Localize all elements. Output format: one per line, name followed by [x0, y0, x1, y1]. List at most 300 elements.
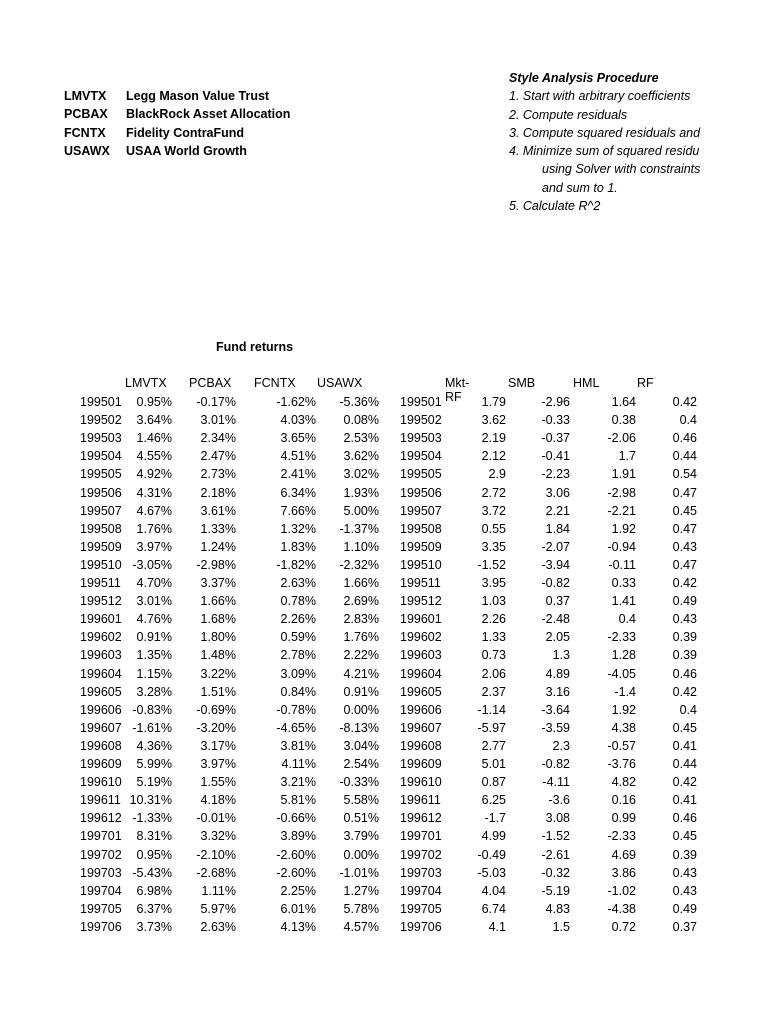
fund-return-cell: 1.35% — [136, 648, 172, 663]
fund-return-cell: -0.17% — [196, 395, 236, 409]
factor-cell: 0.42 — [672, 684, 697, 699]
fund-return-cell: 1.68% — [200, 612, 236, 627]
fund-returns-title: Fund returns — [216, 340, 294, 354]
period-cell: 199601 — [400, 612, 442, 627]
factor-cell: 0.47 — [672, 521, 697, 536]
fund-return-cell: 0.51% — [343, 811, 379, 826]
factor-cell: -1.02 — [607, 883, 636, 898]
fund-return-cell: 3.17% — [200, 738, 236, 753]
factor-cell: 0.45 — [672, 720, 697, 735]
factor-cell: 0.4 — [679, 413, 697, 428]
factor-cell: -3.64 — [541, 702, 570, 717]
factor-cell: 2.05 — [545, 630, 570, 645]
fund-return-cell: 4.70% — [136, 576, 172, 590]
fund-return-cell: -5.43% — [132, 865, 172, 880]
period-cell: 199609 — [80, 757, 122, 771]
fund-return-cell: 0.08% — [343, 413, 379, 428]
fund-return-cell: 1.11% — [201, 883, 236, 898]
period-cell: 199702 — [80, 847, 122, 862]
factor-cell: 0.73 — [481, 648, 506, 663]
fund-return-cell: -2.60% — [276, 847, 316, 862]
factor-cell: 0.4 — [618, 612, 636, 627]
factor-cell: 0.41 — [672, 793, 697, 808]
factor-cell: 4.69 — [611, 847, 636, 862]
factor-cell: 4.99 — [481, 829, 506, 844]
factor-cell: -4.11 — [542, 775, 570, 790]
period-cell: 199610 — [400, 775, 442, 790]
factor-cell: -5.19 — [541, 883, 570, 898]
period-cell: 199607 — [80, 720, 122, 735]
factor-cell: 0.42 — [672, 775, 697, 790]
period-cell: 199608 — [400, 738, 442, 753]
procedure-step: 4. Minimize sum of squared residu — [509, 144, 700, 159]
fund-return-cell: -2.68% — [196, 865, 236, 880]
factor-cell: 3.08 — [545, 811, 570, 826]
fund-legend-row — [64, 124, 290, 142]
factor-cell: 1.7 — [618, 449, 636, 464]
fund-return-cell: 4.55% — [136, 449, 172, 464]
procedure-title: Style Analysis Procedure — [509, 71, 659, 85]
fund-return-cell: 1.15% — [136, 666, 172, 681]
period-cell: 199704 — [80, 883, 122, 898]
factor-cell: 1.79 — [481, 395, 506, 409]
fund-return-cell: 6.98% — [136, 883, 172, 898]
factor-cell: -1.4 — [614, 684, 636, 699]
fund-return-cell: 4.21% — [343, 666, 379, 681]
fund-ticker: USAWX — [64, 143, 110, 158]
fund-return-cell: 4.31% — [136, 485, 172, 500]
column-header: USAWX — [317, 376, 363, 390]
fund-return-cell: 3.97% — [200, 757, 236, 771]
fund-return-cell: 4.67% — [136, 503, 172, 518]
period-cell: 199607 — [400, 720, 442, 735]
fund-return-cell: 0.84% — [280, 684, 316, 699]
factor-cell: -1.7 — [484, 811, 506, 826]
factor-cell: -2.98 — [607, 485, 636, 500]
factor-cell: 0.42 — [672, 395, 697, 409]
fund-return-cell: 1.24% — [200, 539, 236, 554]
period-cell: 199505 — [80, 467, 122, 482]
factor-cell: 2.3 — [552, 738, 570, 753]
factor-cell: 0.33 — [611, 576, 636, 590]
period-cell: 199512 — [80, 594, 122, 609]
fund-return-cell: 10.31% — [129, 793, 172, 808]
fund-return-cell: 3.97% — [136, 539, 172, 554]
fund-return-cell: 5.81% — [280, 793, 316, 808]
factor-cell: -5.97 — [477, 720, 506, 735]
factor-cell: 4.89 — [545, 666, 570, 681]
period-cell: 199704 — [400, 883, 442, 898]
period-cell: 199510 — [400, 557, 442, 572]
factor-cell: 1.33 — [481, 630, 506, 645]
factor-cell: 3.16 — [545, 684, 570, 699]
fund-return-cell: 3.65% — [280, 431, 316, 446]
factor-cell: -5.03 — [477, 865, 506, 880]
factor-cell: 2.9 — [488, 467, 506, 482]
fund-return-cell: 0.91% — [136, 630, 172, 645]
fund-return-cell: 1.76% — [136, 521, 172, 536]
fund-return-cell: 5.58% — [343, 793, 379, 808]
column-header: FCNTX — [254, 376, 296, 390]
fund-ticker: LMVTX — [64, 89, 107, 103]
factor-cell: 1.92 — [611, 702, 636, 717]
factor-cell: 2.06 — [481, 666, 506, 681]
fund-return-cell: 3.37% — [200, 576, 236, 590]
fund-return-cell: 3.81% — [280, 738, 316, 753]
fund-return-cell: -2.10% — [196, 847, 236, 862]
factor-cell: 0.44 — [672, 757, 697, 771]
factor-cell: -0.33 — [541, 413, 570, 428]
fund-return-cell: 4.11% — [281, 757, 316, 771]
factor-cell: 1.92 — [611, 521, 636, 536]
fund-return-cell: -0.69% — [196, 702, 236, 717]
period-cell: 199611 — [80, 793, 121, 808]
period-cell: 199511 — [400, 576, 441, 590]
period-cell: 199612 — [80, 811, 122, 826]
factor-cell: 1.5 — [552, 919, 570, 934]
fund-return-cell: -3.20% — [196, 720, 236, 735]
factor-cell: -0.57 — [607, 738, 636, 753]
period-cell: 199501 — [80, 395, 122, 409]
fund-return-cell: 2.41% — [280, 467, 316, 482]
factor-cell: -2.33 — [607, 630, 636, 645]
period-cell: 199701 — [80, 829, 122, 844]
factor-cell: -3.59 — [541, 720, 570, 735]
fund-return-cell: 1.55% — [200, 775, 236, 790]
factor-cell: 0.87 — [481, 775, 506, 790]
factor-cell: 0.43 — [672, 612, 697, 627]
factor-cell: -2.96 — [541, 395, 570, 409]
fund-return-cell: 3.01% — [200, 413, 236, 428]
factor-cell: 1.03 — [481, 594, 506, 609]
factor-cell: -0.37 — [541, 431, 570, 446]
fund-return-cell: 1.46% — [136, 431, 172, 446]
fund-return-cell: -1.62% — [276, 395, 316, 409]
period-cell: 199605 — [80, 684, 122, 699]
period-cell: 199601 — [80, 612, 122, 627]
period-cell: 199503 — [80, 431, 122, 446]
procedure-notes — [509, 69, 700, 215]
fund-return-cell: -0.33% — [339, 775, 379, 790]
fund-return-cell: 4.92% — [136, 467, 172, 482]
fund-return-cell: 8.31% — [136, 829, 172, 844]
fund-return-cell: -3.05% — [132, 557, 172, 572]
factor-cell: 0.49 — [672, 594, 697, 609]
fund-return-cell: 3.89% — [280, 829, 316, 844]
period-cell: 199606 — [80, 702, 122, 717]
fund-return-cell: 3.32% — [200, 829, 236, 844]
fund-legend-row — [64, 87, 290, 105]
fund-return-cell: 3.01% — [136, 594, 172, 609]
factor-cell: 2.72 — [481, 485, 506, 500]
fund-return-cell: 4.03% — [280, 413, 316, 428]
period-cell: 199603 — [80, 648, 122, 663]
factor-cell: -1.14 — [477, 702, 506, 717]
period-cell: 199503 — [400, 431, 442, 446]
fund-return-cell: 2.22% — [343, 648, 379, 663]
fund-return-cell: 3.02% — [343, 467, 379, 482]
period-cell: 199603 — [400, 648, 442, 663]
factor-cell: 0.38 — [611, 413, 636, 428]
factor-cell: 0.39 — [672, 847, 697, 862]
factor-cell: 4.04 — [481, 883, 506, 898]
period-cell: 199706 — [80, 919, 122, 934]
period-cell: 199702 — [400, 847, 442, 862]
fund-return-cell: 7.66% — [280, 503, 316, 518]
factor-cell: -2.33 — [607, 829, 636, 844]
fund-return-cell: 4.18% — [200, 793, 236, 808]
factor-cell: 0.16 — [611, 793, 636, 808]
period-cell: 199504 — [80, 449, 122, 464]
fund-return-cell: -0.66% — [276, 811, 316, 826]
fund-return-cell: 4.51% — [280, 449, 316, 464]
period-cell: 199703 — [400, 865, 442, 880]
fund-return-cell: 3.62% — [343, 449, 379, 464]
period-cell: 199706 — [400, 919, 442, 934]
fund-return-cell: 2.25% — [280, 883, 316, 898]
fund-return-cell: -1.82% — [276, 557, 316, 572]
fund-return-cell: 3.73% — [136, 919, 172, 934]
factor-cell: 3.35 — [481, 539, 506, 554]
fund-return-cell: -5.36% — [339, 395, 379, 409]
period-cell: 199501 — [400, 395, 442, 409]
factor-cell: 2.37 — [481, 684, 506, 699]
period-cell: 199502 — [80, 413, 122, 428]
fund-return-cell: 2.69% — [343, 594, 379, 609]
factor-cell: 0.47 — [672, 557, 697, 572]
fund-return-cell: 3.21% — [280, 775, 316, 790]
factor-cell: 1.28 — [611, 648, 636, 663]
factor-cell: -2.21 — [607, 503, 636, 518]
factor-cell: 1.3 — [552, 648, 570, 663]
procedure-step: 1. Start with arbitrary coefficients — [509, 89, 691, 104]
period-cell: 199508 — [400, 521, 442, 536]
fund-return-cell: 0.95% — [136, 847, 172, 862]
period-cell: 199509 — [400, 539, 442, 554]
fund-return-cell: 4.76% — [136, 612, 172, 627]
procedure-step: using Solver with constraints — [542, 162, 701, 177]
factor-cell: 3.95 — [481, 576, 506, 590]
fund-return-cell: -2.32% — [339, 557, 379, 572]
fund-name: BlackRock Asset Allocation — [126, 107, 291, 122]
fund-return-cell: 6.37% — [136, 901, 172, 916]
fund-return-cell: 3.64% — [136, 413, 172, 428]
fund-return-cell: 2.47% — [200, 449, 236, 464]
factor-cell: 0.54 — [672, 467, 697, 482]
factor-cell: -4.05 — [607, 666, 636, 681]
factor-cell: -0.49 — [477, 847, 506, 862]
fund-return-cell: 2.26% — [280, 612, 316, 627]
fund-return-cell: 3.09% — [280, 666, 316, 681]
fund-return-cell: 0.59% — [280, 630, 316, 645]
fund-return-cell: 2.18% — [200, 485, 236, 500]
factor-cell: 2.77 — [481, 738, 506, 753]
fund-return-cell: -0.78% — [276, 702, 316, 717]
period-cell: 199512 — [400, 594, 442, 609]
fund-ticker: FCNTX — [64, 125, 106, 140]
fund-name: Fidelity ContraFund — [126, 125, 245, 140]
factor-cell: 4.83 — [545, 901, 570, 916]
factor-cell: -0.82 — [541, 576, 570, 590]
fund-return-cell: 0.91% — [343, 684, 379, 699]
period-cell: 199506 — [400, 485, 442, 500]
period-cell: 199602 — [400, 630, 442, 645]
factor-cell: 0.55 — [481, 521, 506, 536]
factor-cell: 0.46 — [672, 431, 697, 446]
fund-return-cell: 1.66% — [200, 594, 236, 609]
factor-cell: -0.32 — [541, 865, 570, 880]
factor-cell: 0.46 — [672, 811, 697, 826]
fund-return-cell: 2.54% — [343, 757, 379, 771]
fund-return-cell: -8.13% — [339, 720, 379, 735]
fund-return-cell: 0.95% — [136, 395, 172, 409]
column-header: Mkt-RF — [445, 376, 470, 404]
column-header: RF — [637, 376, 654, 390]
factor-cell: 3.86 — [611, 865, 636, 880]
factor-cell: 2.19 — [481, 431, 506, 446]
fund-return-cell: 2.83% — [343, 612, 379, 627]
fund-return-cell: -2.60% — [276, 865, 316, 880]
factor-cell: 0.49 — [672, 901, 697, 916]
column-header: SMB — [508, 376, 536, 390]
factor-cell: -0.94 — [607, 539, 636, 554]
fund-return-cell: 5.19% — [136, 775, 172, 790]
factor-cell: 6.25 — [481, 793, 506, 808]
factor-cell: 0.39 — [672, 648, 697, 663]
fund-return-cell: 0.78% — [280, 594, 316, 609]
fund-legend — [64, 87, 290, 160]
fund-return-cell: 1.33% — [200, 521, 236, 536]
period-cell: 199611 — [400, 793, 441, 808]
fund-return-cell: -0.01% — [196, 811, 236, 826]
procedure-step: 3. Compute squared residuals and — [509, 125, 701, 140]
fund-return-cell: 0.00% — [343, 702, 379, 717]
fund-return-cell: -4.65% — [276, 720, 316, 735]
fund-name: Legg Mason Value Trust — [126, 89, 270, 103]
period-cell: 199506 — [80, 485, 122, 500]
factor-cell: 2.21 — [545, 503, 570, 518]
factor-cell: -3.94 — [541, 557, 570, 572]
fund-return-cell: 5.78% — [343, 901, 379, 916]
period-cell: 199502 — [400, 413, 442, 428]
factor-cell: 3.06 — [545, 485, 570, 500]
fund-return-cell: 4.57% — [343, 919, 379, 934]
period-cell: 199605 — [400, 684, 442, 699]
procedure-step: 5. Calculate R^2 — [509, 199, 601, 214]
fund-ticker: PCBAX — [64, 107, 108, 122]
period-cell: 199703 — [80, 865, 122, 880]
fund-return-cell: 1.32% — [280, 521, 316, 536]
factor-cell: -0.82 — [541, 757, 570, 771]
factor-cell: 0.99 — [611, 811, 636, 826]
factor-cell: 0.43 — [672, 883, 697, 898]
factor-cell: 1.64 — [611, 395, 636, 409]
period-cell: 199701 — [400, 829, 442, 844]
fund-return-cell: 1.76% — [343, 630, 379, 645]
factor-cell: 1.84 — [545, 521, 570, 536]
fund-return-cell: 1.66% — [343, 576, 379, 590]
fund-return-cell: 2.34% — [200, 431, 236, 446]
factor-cell: 0.44 — [672, 449, 697, 464]
fund-legend-row — [64, 142, 290, 160]
fund-return-cell: -1.37% — [339, 521, 379, 536]
period-cell: 199508 — [80, 521, 122, 536]
factor-cell: 0.43 — [672, 539, 697, 554]
factor-cell: 3.62 — [481, 413, 506, 428]
fund-return-cell: 1.51% — [200, 684, 236, 699]
fund-return-cell: -2.98% — [196, 557, 236, 572]
fund-return-cell: 3.61% — [200, 503, 236, 518]
fund-return-cell: 0.00% — [343, 847, 379, 862]
period-cell: 199602 — [80, 630, 122, 645]
period-cell: 199507 — [400, 503, 442, 518]
fund-return-cell: 5.99% — [136, 757, 172, 771]
factor-cell: -0.41 — [541, 449, 570, 464]
fund-return-cell: 3.28% — [136, 684, 172, 699]
factor-cell: 0.37 — [545, 594, 570, 609]
fund-return-cell: -1.61% — [132, 720, 172, 735]
fund-return-cell: 1.27% — [343, 883, 379, 898]
fund-return-cell: 5.97% — [200, 901, 236, 916]
fund-return-cell: 1.48% — [200, 648, 236, 663]
period-cell: 199608 — [80, 738, 122, 753]
period-cell: 199612 — [400, 811, 442, 826]
fund-return-cell: 1.80% — [200, 630, 236, 645]
fund-return-cell: 2.78% — [280, 648, 316, 663]
period-cell: 199510 — [80, 557, 122, 572]
period-cell: 199505 — [400, 467, 442, 482]
factor-cell: -2.07 — [541, 539, 570, 554]
fund-return-cell: 2.63% — [200, 919, 236, 934]
factor-cell: 0.43 — [672, 865, 697, 880]
factor-cell: 0.39 — [672, 630, 697, 645]
fund-return-cell: 2.53% — [343, 431, 379, 446]
column-header: HML — [573, 376, 600, 390]
fund-return-cell: 4.13% — [280, 919, 316, 934]
factor-cell: 3.72 — [481, 503, 506, 518]
period-cell: 199604 — [80, 666, 122, 681]
factor-cell: -3.6 — [548, 793, 570, 808]
period-cell: 199705 — [400, 901, 442, 916]
period-cell: 199507 — [80, 503, 122, 518]
factor-cell: 0.45 — [672, 829, 697, 844]
fund-return-cell: 1.83% — [280, 539, 316, 554]
factor-cell: 2.12 — [481, 449, 506, 464]
factor-cell: 4.38 — [611, 720, 636, 735]
factor-cell: -2.23 — [541, 467, 570, 482]
fund-return-cell: 4.36% — [136, 738, 172, 753]
period-cell: 199705 — [80, 901, 122, 916]
fund-return-cell: 2.73% — [200, 467, 236, 482]
factor-cell: -2.61 — [541, 847, 570, 862]
fund-return-cell: 6.01% — [280, 901, 316, 916]
fund-return-cell: -1.01% — [339, 865, 379, 880]
factor-cell: -2.48 — [541, 612, 570, 627]
period-cell: 199604 — [400, 666, 442, 681]
factor-cell: 0.47 — [672, 485, 697, 500]
fund-return-cell: 1.10% — [343, 539, 379, 554]
fund-return-cell: 2.63% — [280, 576, 316, 590]
factor-cell: 0.4 — [679, 702, 697, 717]
fund-return-cell: 3.04% — [343, 738, 379, 753]
factor-cell: -1.52 — [541, 829, 570, 844]
period-cell: 199609 — [400, 757, 442, 771]
period-cell: 199606 — [400, 702, 442, 717]
fund-return-cell: 6.34% — [280, 485, 316, 500]
factor-cell: -3.76 — [607, 757, 636, 771]
factor-cell: 1.41 — [611, 594, 636, 609]
factor-cell: -1.52 — [477, 557, 506, 572]
